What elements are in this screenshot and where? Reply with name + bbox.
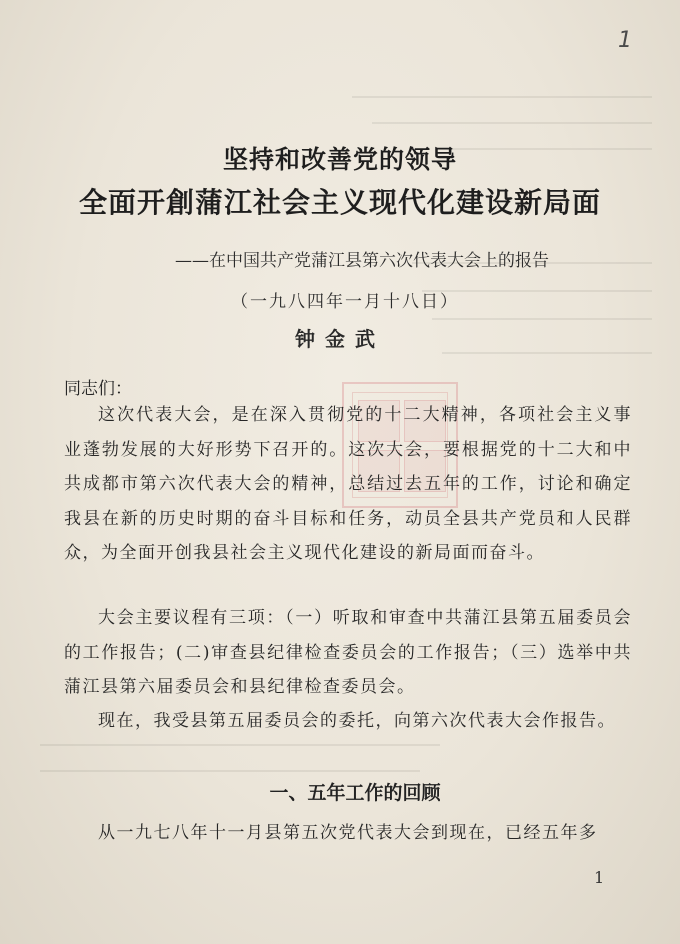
document-title-line-1: 坚持和改善党的领导 (222, 145, 457, 174)
document-date: （一九八四年一月十八日） (231, 292, 459, 312)
bleed-through-line (372, 122, 652, 124)
section-heading: 一、五年工作的回顾 (269, 782, 441, 804)
bleed-through-line (352, 96, 652, 98)
body-paragraph: 这次代表大会，是在深入贯彻党的十二大精神，各项社会主义事业蓬勃发展的大好形势下召开的。这次大会，要根据党的十二大和中共成都市第六次代表大会的精神，总结过去五年的工作，讨论和确定我县在新的历史时期的奋斗目标和任务，动员全县共产党员和人民群众，为全面开创我县社会主义现代化建设的新局面而奋斗。 (64, 405, 632, 563)
section-paragraph: 从一九七八年十一月县第五次党代表大会到现在，已经五年多 (98, 823, 598, 843)
bleed-through-line (432, 318, 652, 320)
handwritten-page-mark: 1 (618, 28, 632, 53)
document-author: 钟金武 (295, 327, 385, 351)
body-paragraph: 大会主要议程有三项：（一）听取和审查中共蒲江县第五届委员会的工作报告；(二)审查县纪律检查委员会的工作报告；（三）选举中共蒲江县第六届委员会和县纪律检查委员会。 (64, 608, 632, 697)
page-number: 1 (594, 868, 605, 887)
body-paragraph: 现在，我受县第五届委员会的委托，向第六次代表大会作报告。 (98, 711, 616, 731)
document-subtitle: ——在中国共产党蒲江县第六次代表大会上的报告 (175, 251, 549, 271)
document-title-line-2: 全面开創蒲江社会主义现代化建设新局面 (78, 186, 601, 219)
bleed-through-line (442, 352, 652, 354)
bleed-through-line (40, 770, 420, 772)
salutation: 同志们： (64, 379, 132, 399)
bleed-through-line (40, 744, 440, 746)
